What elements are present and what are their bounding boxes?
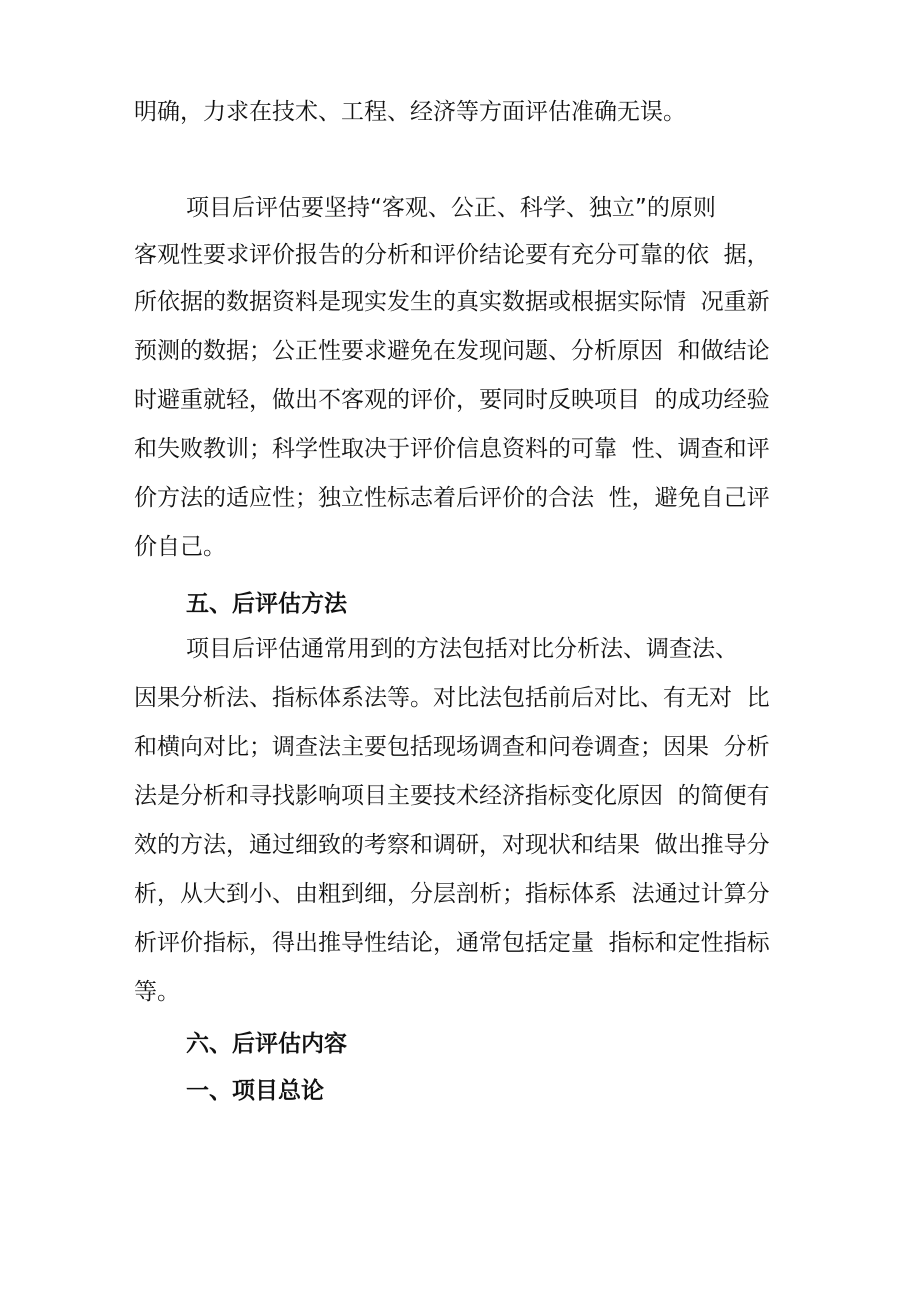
paragraph-line: 和横向对比；调查法主要包括现场调查和问卷调查；因果 分析 xyxy=(134,734,770,760)
paragraph-line: 法是分析和寻找影响项目主要技术经济指标变化原因 的简便有 xyxy=(134,783,770,809)
paragraph-line: 因果分析法、指标体系法等。对比法包括前后对比、有无对 比 xyxy=(134,685,770,711)
paragraph-line: 等。 xyxy=(134,979,180,1005)
paragraph-line: 项目后评估要坚持“客观、公正、科学、独立”的原则 xyxy=(186,195,716,221)
paragraph-line: 析，从大到小、由粗到细，分层剖析；指标体系 法通过计算分 xyxy=(134,881,770,907)
paragraph-line: 价方法的适应性；独立性标志着后评价的合法 性，避免自己评 xyxy=(134,485,770,511)
paragraph-line: 所依据的数据资料是现实发生的真实数据或根据实际情 况重新 xyxy=(134,289,770,315)
paragraph-line: 和失败教训；科学性取决于评价信息资料的可靠 性、调查和评 xyxy=(134,436,770,462)
section-heading-6: 六、后评估内容 xyxy=(186,1031,347,1057)
section-heading-5: 五、后评估方法 xyxy=(186,591,347,617)
paragraph-line: 客观性要求评价报告的分析和评价结论要有充分可靠的依 据， xyxy=(134,242,770,268)
paragraph-line: 项目后评估通常用到的方法包括对比分析法、调查法、 xyxy=(186,636,738,662)
paragraph-line: 时避重就轻，做出不客观的评价，要同时反映项目 的成功经验 xyxy=(134,387,770,413)
paragraph-line: 析评价指标，得出推导性结论，通常包括定量 指标和定性指标 xyxy=(134,930,770,956)
paragraph-line: 价自己。 xyxy=(134,534,226,560)
subsection-heading-1: 一、项目总论 xyxy=(186,1078,324,1104)
paragraph-line: 效的方法，通过细致的考察和调研，对现状和结果 做出推导分 xyxy=(134,832,770,858)
paragraph-line: 预测的数据；公正性要求避免在发现问题、分析原因 和做结论 xyxy=(134,338,770,364)
paragraph-line: 明确，力求在技术、工程、经济等方面评估准确无误。 xyxy=(134,99,686,125)
